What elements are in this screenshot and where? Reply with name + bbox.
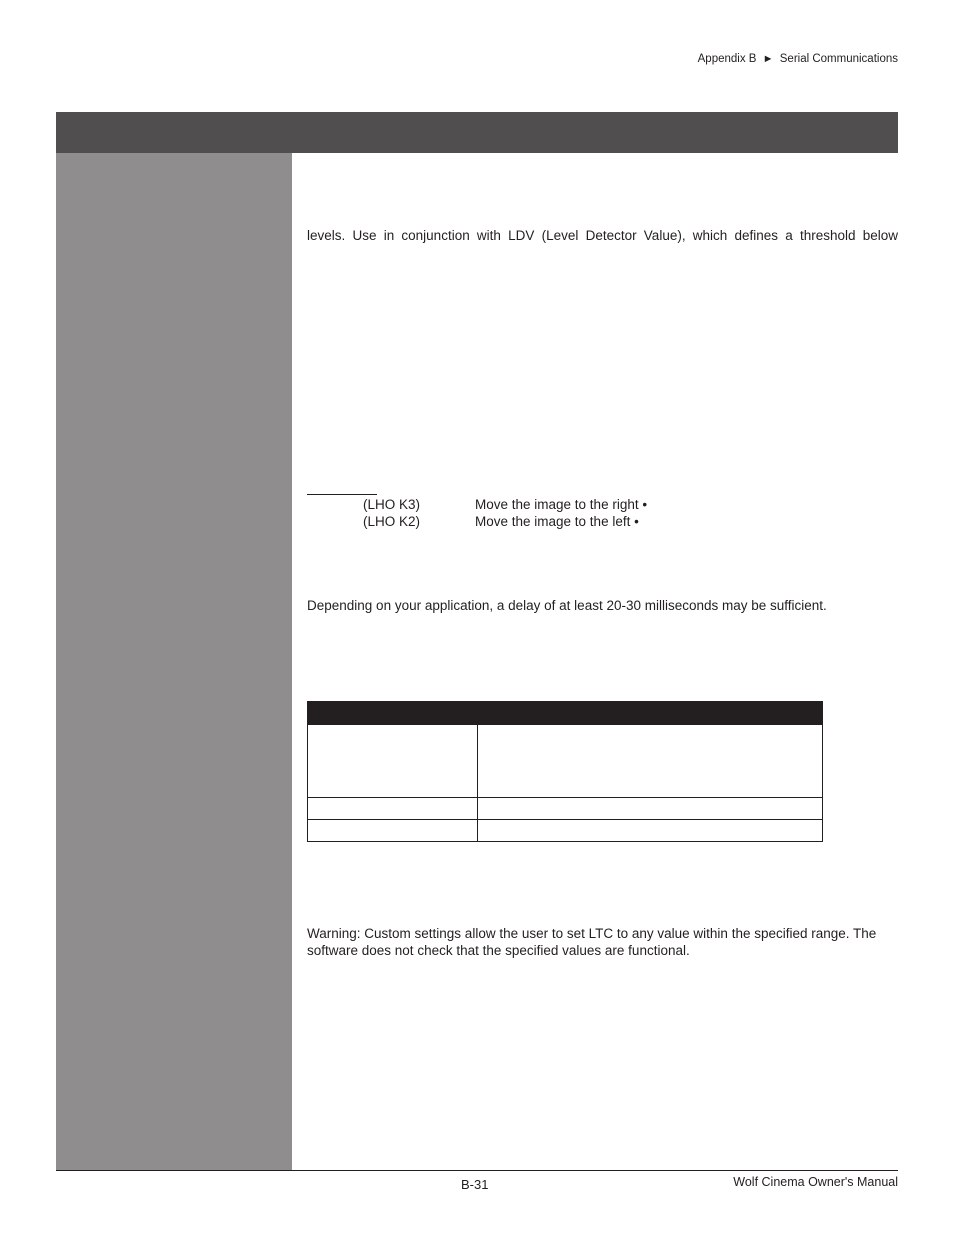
arrow-right-icon: ► (762, 53, 774, 65)
table-cell (308, 725, 478, 798)
running-header (698, 53, 898, 65)
side-panel (56, 153, 292, 1170)
table-cell (478, 798, 823, 820)
table-cell (478, 820, 823, 842)
header-section: Appendix B (697, 53, 757, 65)
table-row (308, 820, 823, 842)
command-code: (LHO K3) (363, 497, 421, 512)
table-header-row (308, 702, 823, 725)
table-cell (308, 820, 478, 842)
command-description: Move the image to the left • (475, 514, 639, 529)
footer-rule (56, 1170, 898, 1171)
manual-title: Wolf Cinema Owner's Manual (733, 1175, 898, 1189)
warning-paragraph: Warning: Custom settings allow the user to set LTC to any value within the specified range. The software does not check that the specified values are functional. (307, 926, 877, 958)
command-code: (LHO K2) (363, 514, 421, 529)
section-rule (307, 494, 377, 495)
table-row (308, 798, 823, 820)
table-header-cell (308, 702, 478, 725)
body-paragraph-partial: levels. Use in conjunction with LDV (Level Detector Value), which defines a threshold below (307, 228, 898, 243)
command-description: Move the image to the right • (475, 497, 648, 512)
table-header-cell (478, 702, 823, 725)
settings-table (307, 701, 823, 842)
table-cell (478, 725, 823, 798)
table-row (308, 725, 823, 798)
delay-note: Depending on your application, a delay of at least 20-30 milliseconds may be sufficient. (307, 598, 827, 613)
page-number: B-31 (461, 1177, 489, 1192)
header-subsection: Serial Communications (779, 53, 898, 65)
title-bar (56, 112, 898, 153)
table-cell (308, 798, 478, 820)
